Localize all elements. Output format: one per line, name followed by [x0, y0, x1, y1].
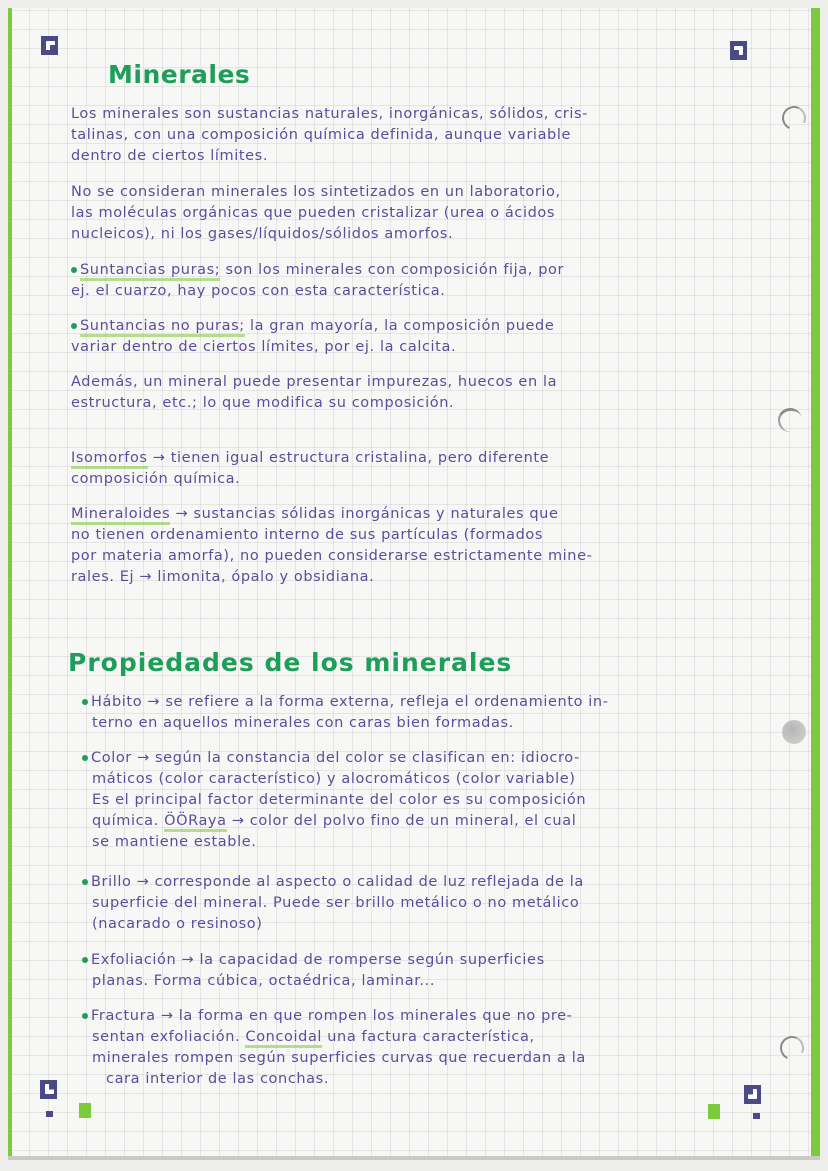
term-raya: ÖÖRaya: [164, 813, 227, 832]
section-title-propiedades: Propiedades de los minerales: [68, 648, 513, 677]
punch-hole-icon: [779, 103, 810, 134]
decor-square-green-left: [79, 1103, 91, 1118]
text-line: variar dentro de ciertos límites, por ej. la calcita.: [71, 339, 457, 355]
text-line: cara interior de las conchas.: [106, 1071, 330, 1087]
term-puras: Suntancias puras;: [80, 262, 220, 281]
paragraph-isomorfos: [71, 448, 761, 490]
text-line: se mantiene estable.: [92, 834, 257, 850]
paragraph-ademas: [71, 372, 761, 414]
text-line: → color del polvo fino de un mineral, el cual: [226, 813, 577, 829]
page-left-green-edge: [8, 8, 12, 1160]
bullet-habito: [82, 692, 772, 734]
text-line: estructura, etc.; lo que modifica su composición.: [71, 395, 455, 411]
text-line: sentan exfoliación.: [92, 1029, 246, 1045]
text-line: dentro de ciertos límites.: [71, 148, 269, 164]
decor-square-navy-right: [753, 1113, 760, 1119]
paragraph-mineraloides: [71, 504, 761, 588]
bullet-fractura: [82, 1006, 772, 1090]
bullet-dot-icon: [82, 699, 88, 705]
text-line: → sustancias sólidas inorgánicas y naturales que: [170, 506, 559, 522]
bullet-dot-icon: [71, 267, 77, 273]
text-line: rales. Ej → limonita, ópalo y obsidiana.: [71, 569, 375, 585]
bullet-dot-icon: [82, 1013, 88, 1019]
text-line: nucleicos), ni los gases/líquidos/sólidos amorfos.: [71, 226, 454, 242]
corner-bracket-bottom-left-icon: [40, 1080, 57, 1099]
text-line: → tienen igual estructura cristalina, pero diferente: [147, 450, 550, 466]
term-no-puras: Suntancias no puras;: [80, 318, 245, 337]
bullet-sustancias-puras: [71, 260, 761, 302]
text-line: por materia amorfa), no pueden considerarse estrictamente mine-: [71, 548, 593, 564]
corner-bracket-top-right-icon: [730, 41, 747, 60]
text-line: Los minerales son sustancias naturales, inorgánicas, sólidos, cris-: [71, 106, 588, 122]
text-line: minerales rompen según superficies curvas que recuerdan a la: [92, 1050, 586, 1066]
decor-square-green-right: [708, 1104, 720, 1119]
section-title-minerales: Minerales: [108, 60, 251, 89]
text-line: no tienen ordenamiento interno de sus partículas (formados: [71, 527, 544, 543]
text-line: máticos (color característico) y alocromáticos (color variable): [92, 771, 576, 787]
notebook-page: [8, 8, 820, 1160]
bullet-sustancias-no-puras: [71, 316, 761, 358]
term-isomorfos: Isomorfos: [71, 450, 148, 469]
text-line: las moléculas orgánicas que pueden cristalizar (urea o ácidos: [71, 205, 556, 221]
text-line: una factura característica,: [322, 1029, 535, 1045]
page-bottom-edge: [8, 1156, 820, 1160]
paragraph-exclusions: [71, 182, 761, 245]
text-line: son los minerales con composición fija, por: [220, 262, 565, 278]
decor-square-navy-left: [46, 1111, 53, 1117]
text-line: Además, un mineral puede presentar impurezas, huecos en la: [71, 374, 558, 390]
punch-hole-icon: [776, 406, 804, 434]
text-line: talinas, con una composición química definida, aunque variable: [71, 127, 572, 143]
text-line: superficie del mineral. Puede ser brillo metálico o no metálico: [92, 895, 580, 911]
text-line: terno en aquellos minerales con caras bien formadas.: [92, 715, 514, 731]
text-line: Hábito → se refiere a la forma externa, refleja el ordenamiento in-: [91, 694, 609, 710]
text-line: composición química.: [71, 471, 241, 487]
term-mineraloides: Mineraloides: [71, 506, 170, 525]
text-line: la gran mayoría, la composición puede: [244, 318, 555, 334]
punch-hole-icon: [782, 720, 806, 744]
text-line: Es el principal factor determinante del color es su composición: [92, 792, 587, 808]
bullet-exfoliacion: [82, 950, 772, 992]
bullet-brillo: [82, 872, 772, 935]
bullet-color: [82, 748, 772, 853]
bullet-dot-icon: [82, 957, 88, 963]
text-line: Exfoliación → la capacidad de romperse según superficies: [91, 952, 545, 968]
text-line: Brillo → corresponde al aspecto o calidad de luz reflejada de la: [91, 874, 584, 890]
text-line: ej. el cuarzo, hay pocos con esta característica.: [71, 283, 446, 299]
bullet-dot-icon: [71, 323, 77, 329]
paragraph-definition: [71, 104, 761, 167]
text-line: química.: [92, 813, 165, 829]
page-right-green-edge: [811, 8, 820, 1160]
text-line: planas. Forma cúbica, octaédrica, laminar...: [92, 973, 436, 989]
punch-hole-icon: [777, 1033, 808, 1064]
text-line: Color → según la constancia del color se clasifican en: idiocro-: [91, 750, 580, 766]
text-line: Fractura → la forma en que rompen los minerales que no pre-: [91, 1008, 573, 1024]
bullet-dot-icon: [82, 879, 88, 885]
term-concoidal: Concoidal: [245, 1029, 322, 1048]
corner-bracket-top-left-icon: [41, 36, 58, 55]
text-line: (nacarado o resinoso): [92, 916, 263, 932]
bullet-dot-icon: [82, 755, 88, 761]
text-line: No se consideran minerales los sintetizados en un laboratorio,: [71, 184, 561, 200]
